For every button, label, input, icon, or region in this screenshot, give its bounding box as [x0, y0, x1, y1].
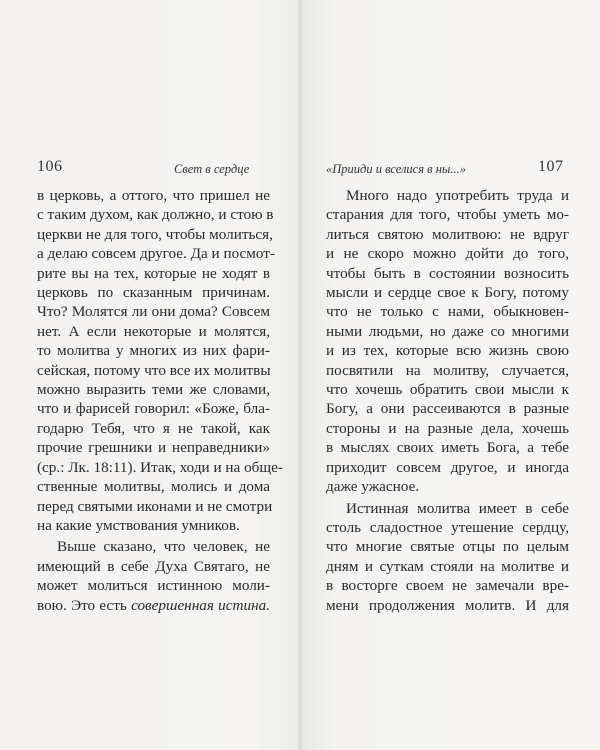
- text-line: с таким духом, как должно, и стою в: [37, 206, 274, 224]
- text-line: Что? Молятся ли они дома? Совсем: [37, 303, 270, 321]
- left-text-column: [37, 186, 283, 615]
- text-line: может молиться истинною моли-: [37, 577, 270, 595]
- text-line: литься святою молитвою: не вдруг: [326, 225, 569, 243]
- text-line: что не только с нами, обыкновен-: [326, 303, 569, 321]
- text-line: церкви не для того, чтобы молиться,: [37, 225, 273, 243]
- text-line: чтобы быть в состоянии возносить: [326, 264, 569, 282]
- text-line: нет. А если некоторые и молятся,: [37, 322, 270, 340]
- left-paragraph-2: [37, 537, 270, 615]
- text-line: что многие святые отцы по целым: [326, 538, 569, 556]
- text-line: стороны и на разные дела, хочешь: [326, 419, 569, 437]
- text-line: ственные молитвы, молись и дома: [37, 478, 270, 496]
- text-line: старания для того, чтобы уметь мо-: [326, 206, 569, 224]
- text-line: что и фарисей говорил: «Боже, бла-: [37, 400, 270, 418]
- text-line: церковь по сказанным причинам.: [37, 284, 270, 302]
- text-line: ными людьми, но даже со многими: [326, 322, 569, 340]
- text-line: можно выразить теми же словами,: [37, 381, 270, 399]
- text-line: сейская, потому что все их молитвы: [37, 361, 271, 379]
- text-line: [37, 596, 270, 615]
- text-line: в восторге своем не замечали вре-: [326, 577, 569, 595]
- left-paragraph-1: [37, 186, 283, 535]
- text-line: то молитва у многих из них фари-: [37, 342, 270, 360]
- text-line: Истинная молитва имеет в себе: [346, 499, 569, 517]
- right-paragraph-1: [326, 186, 569, 497]
- text-line: мени продолжения молитв. И для: [326, 596, 569, 614]
- text-line: прочие грешники и неправедники»: [37, 439, 270, 457]
- text-line: и не скоро можно дойти до того,: [326, 245, 569, 263]
- text-line: (ср.: Лк. 18:11). Итак, ходи и на обще-: [37, 458, 283, 476]
- left-page-number: 106: [37, 158, 63, 175]
- text-line: имеющий в себе Духа Святаго, не: [37, 557, 270, 575]
- text-line: Богу, а они рассеиваются в разные: [326, 400, 569, 418]
- left-running-title: Свет в сердце: [174, 162, 250, 176]
- text-line: на какие умствования умников.: [37, 516, 240, 534]
- text-line: дням и суткам стояли на молитве и: [326, 557, 569, 575]
- text-line-plain: вою. Это есть: [37, 596, 132, 614]
- text-line: приходит совсем другое, и иногда: [326, 458, 569, 476]
- right-text-column: [326, 186, 569, 615]
- text-line: перед святыми иконами и не смотри: [37, 497, 273, 515]
- text-line: в церковь, а оттого, что пришел не: [37, 187, 270, 204]
- text-line: посвятили на молитву, случается,: [326, 361, 569, 379]
- italic-emphasis: совершенная истина.: [131, 596, 270, 614]
- text-line: рите вы на тех, которые не ходят в: [37, 264, 270, 282]
- text-line: столь сладостное утешение сердцу,: [326, 518, 569, 536]
- book-gutter: [298, 0, 302, 750]
- right-page-number: 107: [538, 158, 564, 175]
- right-paragraph-2: [326, 499, 569, 615]
- text-line: что хочешь обратить свои мысли к: [326, 381, 569, 399]
- text-line: а делаю совсем другое. Да и посмот-: [37, 245, 276, 263]
- text-line: годарю Тебя, что я не такой, как: [37, 419, 270, 437]
- text-line: Выше сказано, что человек, не: [57, 538, 270, 556]
- text-line: в мыслях своих иметь Бога, а тебе: [326, 439, 569, 457]
- text-line: и из тех, которые всю жизнь свою: [326, 342, 569, 360]
- text-line: даже ужасное.: [326, 478, 420, 496]
- text-line: Много надо употребить труда и: [346, 187, 569, 204]
- text-line: мысли и сердце свое к Богу, потому: [326, 284, 569, 302]
- right-running-title: «Прииди и вселися в ны...»: [326, 162, 467, 176]
